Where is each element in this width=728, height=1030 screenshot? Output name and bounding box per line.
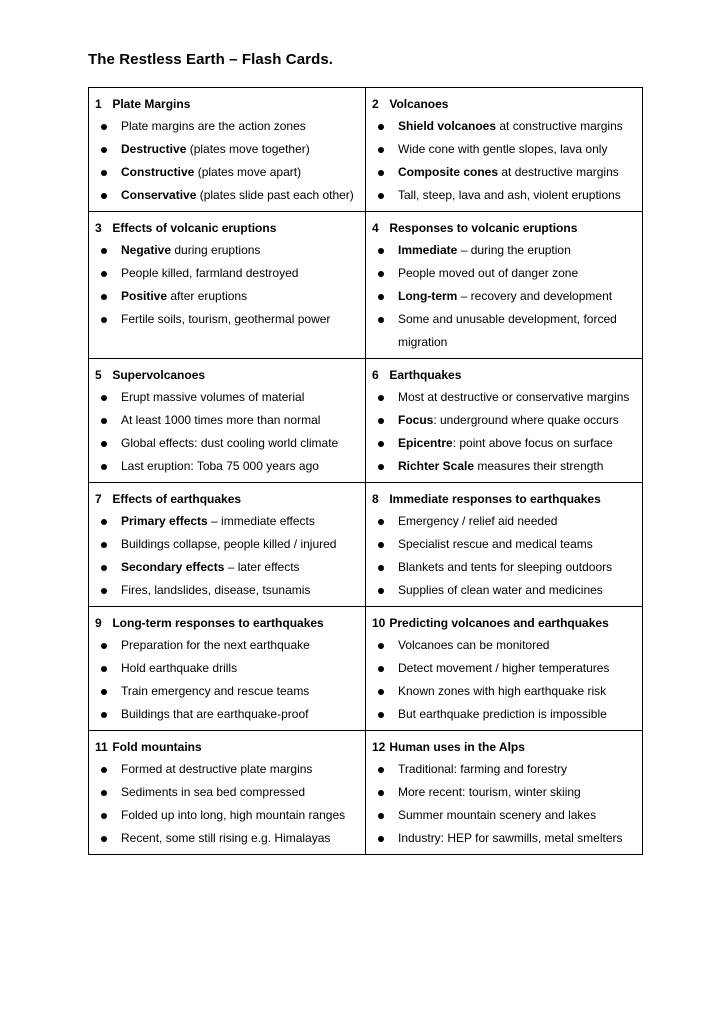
bullet-icon (378, 170, 384, 176)
card-heading (95, 366, 359, 384)
card-heading (372, 219, 636, 237)
bullet-icon (378, 689, 384, 695)
bullet-icon (378, 790, 384, 796)
card-row (89, 731, 643, 855)
card-bullet-item (95, 657, 359, 680)
bullet-keyword: Constructive (121, 165, 195, 179)
card-heading (372, 738, 636, 756)
bullet-text: Traditional: farming and forestry (398, 762, 567, 776)
card-bullet-list (372, 758, 636, 850)
flash-card (366, 88, 643, 212)
bullet-keyword: Composite cones (398, 165, 499, 179)
bullet-icon (378, 294, 384, 300)
card-bullet-item (372, 115, 636, 138)
flash-card (89, 212, 366, 359)
card-heading-text: Effects of earthquakes (112, 492, 242, 506)
bullet-icon (101, 248, 107, 254)
card-bullet-item (372, 804, 636, 827)
bullet-text: Recent, some still rising e.g. Himalayas (121, 831, 331, 845)
bullet-icon (101, 271, 107, 277)
bullet-keyword: Destructive (121, 142, 187, 156)
card-bullet-item (95, 161, 359, 184)
bullet-text: Folded up into long, high mountain ranges (121, 808, 346, 822)
card-bullet-item (372, 556, 636, 579)
bullet-icon (101, 395, 107, 401)
bullet-text: Preparation for the next earthquake (121, 638, 310, 652)
card-number: 9 (95, 616, 102, 630)
bullet-icon (101, 712, 107, 718)
card-bullet-item (95, 239, 359, 262)
bullet-text: Tall, steep, lava and ash, violent eruptions (398, 188, 621, 202)
card-heading-text: Earthquakes (389, 368, 462, 382)
card-bullet-item (372, 184, 636, 207)
card-bullet-list (95, 758, 359, 850)
card-bullet-list (372, 634, 636, 726)
bullet-text: Global effects: dust cooling world climate (121, 436, 339, 450)
card-number: 5 (95, 368, 102, 382)
card-bullet-item (95, 781, 359, 804)
card-bullet-item (372, 409, 636, 432)
bullet-text: during eruptions (171, 243, 261, 257)
card-bullet-item (372, 262, 636, 285)
card-bullet-item (95, 556, 359, 579)
card-heading (95, 490, 359, 508)
card-heading (372, 490, 636, 508)
card-heading-text: Fold mountains (112, 740, 202, 754)
bullet-text: Plate margins are the action zones (121, 119, 306, 133)
bullet-text: Specialist rescue and medical teams (398, 537, 593, 551)
card-heading (372, 614, 636, 632)
flash-card (89, 88, 366, 212)
bullet-text: (plates move apart) (194, 165, 302, 179)
bullet-icon (378, 418, 384, 424)
card-heading-text: Effects of volcanic eruptions (112, 221, 277, 235)
card-row (89, 607, 643, 731)
bullet-icon (101, 666, 107, 672)
bullet-icon (378, 565, 384, 571)
card-bullet-item (372, 239, 636, 262)
card-bullet-item (372, 579, 636, 602)
card-bullet-item (372, 285, 636, 308)
bullet-text: Fertile soils, tourism, geothermal power (121, 312, 331, 326)
card-bullet-item (95, 579, 359, 602)
bullet-text: Sediments in sea bed compressed (121, 785, 306, 799)
bullet-text: Erupt massive volumes of material (121, 390, 305, 404)
bullet-icon (378, 271, 384, 277)
card-bullet-item (95, 262, 359, 285)
flash-card (366, 359, 643, 483)
bullet-icon (378, 666, 384, 672)
bullet-text: Detect movement / higher temperatures (398, 661, 610, 675)
card-bullet-list (95, 386, 359, 478)
card-number: 3 (95, 221, 102, 235)
bullet-icon (378, 395, 384, 401)
card-number: 2 (372, 97, 379, 111)
card-heading-text: Long-term responses to earthquakes (112, 616, 324, 630)
bullet-icon (378, 147, 384, 153)
bullet-icon (101, 441, 107, 447)
bullet-icon (378, 317, 384, 323)
bullet-keyword: Negative (121, 243, 172, 257)
bullet-icon (101, 147, 107, 153)
bullet-text: : point above focus on surface (452, 436, 613, 450)
bullet-icon (101, 464, 107, 470)
bullet-icon (378, 193, 384, 199)
card-heading-text: Predicting volcanoes and earthquakes (389, 616, 609, 630)
bullet-icon (101, 813, 107, 819)
bullet-icon (378, 813, 384, 819)
card-bullet-item (95, 455, 359, 478)
bullet-icon (378, 767, 384, 773)
bullet-text: (plates move together) (186, 142, 310, 156)
card-bullet-list (95, 115, 359, 207)
card-number: 10 (372, 616, 386, 630)
flash-card (89, 731, 366, 855)
card-bullet-item (95, 409, 359, 432)
flash-card (366, 212, 643, 359)
card-bullet-item (372, 308, 636, 354)
bullet-text: after eruptions (167, 289, 248, 303)
flash-card (89, 483, 366, 607)
card-bullet-item (95, 510, 359, 533)
card-number: 6 (372, 368, 379, 382)
bullet-icon (378, 643, 384, 649)
bullet-icon (101, 565, 107, 571)
card-bullet-list (95, 634, 359, 726)
bullet-text: At least 1000 times more than normal (121, 413, 321, 427)
card-heading (95, 219, 359, 237)
card-heading (95, 614, 359, 632)
card-number: 7 (95, 492, 102, 506)
card-bullet-item (372, 680, 636, 703)
card-row (89, 212, 643, 359)
card-bullet-list (95, 510, 359, 602)
card-heading-text: Volcanoes (389, 97, 449, 111)
card-bullet-item (372, 386, 636, 409)
bullet-text: Blankets and tents for sleeping outdoors (398, 560, 613, 574)
bullet-keyword: Epicentre (398, 436, 453, 450)
bullet-text: People moved out of danger zone (398, 266, 579, 280)
card-bullet-item (372, 634, 636, 657)
bullet-keyword: Positive (121, 289, 168, 303)
bullet-text: : underground where quake occurs (433, 413, 619, 427)
card-heading-text: Supervolcanoes (112, 368, 206, 382)
bullet-icon (378, 519, 384, 525)
flash-card (366, 483, 643, 607)
bullet-icon (378, 464, 384, 470)
card-bullet-item (95, 634, 359, 657)
bullet-text: at constructive margins (496, 119, 623, 133)
card-number: 11 (95, 740, 108, 754)
bullet-text: But earthquake prediction is impossible (398, 707, 607, 721)
bullet-icon (101, 836, 107, 842)
bullet-icon (378, 588, 384, 594)
bullet-icon (101, 170, 107, 176)
card-bullet-item (372, 533, 636, 556)
card-bullet-item (95, 703, 359, 726)
bullet-text: Wide cone with gentle slopes, lava only (398, 142, 608, 156)
bullet-icon (101, 124, 107, 130)
bullet-keyword: Primary effects (121, 514, 208, 528)
card-bullet-item (95, 827, 359, 850)
bullet-text: (plates slide past each other) (196, 188, 354, 202)
card-number: 4 (372, 221, 379, 235)
bullet-text: People killed, farmland destroyed (121, 266, 299, 280)
flash-card (89, 359, 366, 483)
card-bullet-item (95, 432, 359, 455)
bullet-icon (101, 767, 107, 773)
bullet-text: More recent: tourism, winter skiing (398, 785, 581, 799)
bullet-icon (378, 248, 384, 254)
bullet-keyword: Conservative (121, 188, 197, 202)
bullet-text: Fires, landslides, disease, tsunamis (121, 583, 311, 597)
card-bullet-item (95, 758, 359, 781)
card-bullet-item (372, 455, 636, 478)
bullet-text: Train emergency and rescue teams (121, 684, 310, 698)
bullet-keyword: Secondary effects (121, 560, 225, 574)
card-bullet-list (372, 386, 636, 478)
card-number: 12 (372, 740, 386, 754)
flash-card (366, 731, 643, 855)
card-heading-text: Responses to volcanic eruptions (389, 221, 578, 235)
card-bullet-item (95, 386, 359, 409)
page-title: The Restless Earth – Flash Cards. (88, 51, 334, 68)
card-bullet-list (372, 115, 636, 207)
bullet-text: Volcanoes can be monitored (398, 638, 550, 652)
flash-card-grid (88, 87, 643, 855)
card-bullet-item (372, 432, 636, 455)
bullet-text: Last eruption: Toba 75 000 years ago (121, 459, 319, 473)
bullet-keyword: Focus (398, 413, 434, 427)
card-bullet-list (372, 239, 636, 354)
bullet-keyword: Richter Scale (398, 459, 475, 473)
card-bullet-item (372, 161, 636, 184)
card-heading-text: Plate Margins (112, 97, 191, 111)
bullet-keyword: Long-term (398, 289, 458, 303)
card-bullet-item (95, 184, 359, 207)
card-number: 1 (95, 97, 102, 111)
card-bullet-item (95, 115, 359, 138)
card-row (89, 359, 643, 483)
bullet-text: measures their strength (474, 459, 604, 473)
bullet-text: – later effects (224, 560, 300, 574)
card-bullet-list (95, 239, 359, 331)
bullet-text: Industry: HEP for sawmills, metal smelters (398, 831, 623, 845)
bullet-icon (101, 294, 107, 300)
bullet-icon (101, 790, 107, 796)
bullet-text: Formed at destructive plate margins (121, 762, 313, 776)
bullet-text: – immediate effects (207, 514, 315, 528)
card-bullet-item (372, 781, 636, 804)
card-heading (95, 738, 359, 756)
flash-card (366, 607, 643, 731)
bullet-text: Hold earthquake drills (121, 661, 238, 675)
card-bullet-item (372, 827, 636, 850)
bullet-text: – during the eruption (457, 243, 571, 257)
card-number: 8 (372, 492, 379, 506)
bullet-text: Most at destructive or conservative margins (398, 390, 630, 404)
card-bullet-item (95, 680, 359, 703)
bullet-text: Some and unusable development, forced migration (398, 312, 617, 349)
bullet-text: Buildings that are earthquake-proof (121, 707, 309, 721)
bullet-icon (378, 542, 384, 548)
bullet-keyword: Immediate (398, 243, 458, 257)
card-bullet-item (95, 285, 359, 308)
bullet-text: Known zones with high earthquake risk (398, 684, 607, 698)
bullet-text: – recovery and development (457, 289, 613, 303)
bullet-icon (378, 836, 384, 842)
card-heading-text: Immediate responses to earthquakes (389, 492, 601, 506)
bullet-icon (378, 124, 384, 130)
bullet-keyword: Shield volcanoes (398, 119, 497, 133)
card-heading (372, 95, 636, 113)
bullet-icon (101, 193, 107, 199)
card-row (89, 483, 643, 607)
bullet-text: Emergency / relief aid needed (398, 514, 558, 528)
bullet-icon (378, 712, 384, 718)
card-bullet-item (372, 758, 636, 781)
card-bullet-item (372, 510, 636, 533)
card-bullet-item (95, 138, 359, 161)
card-bullet-item (372, 703, 636, 726)
bullet-text: Summer mountain scenery and lakes (398, 808, 597, 822)
bullet-icon (101, 519, 107, 525)
bullet-icon (378, 441, 384, 447)
card-row (89, 88, 643, 212)
card-bullet-item (372, 657, 636, 680)
bullet-icon (101, 689, 107, 695)
card-bullet-item (95, 533, 359, 556)
card-bullet-list (372, 510, 636, 602)
card-bullet-item (95, 804, 359, 827)
card-bullet-item (372, 138, 636, 161)
bullet-icon (101, 588, 107, 594)
card-bullet-item (95, 308, 359, 331)
flash-card (89, 607, 366, 731)
card-heading-text: Human uses in the Alps (389, 740, 525, 754)
bullet-text: at destructive margins (498, 165, 619, 179)
bullet-icon (101, 418, 107, 424)
bullet-icon (101, 643, 107, 649)
bullet-text: Buildings collapse, people killed / injured (121, 537, 337, 551)
card-heading (372, 366, 636, 384)
card-heading (95, 95, 359, 113)
bullet-text: Supplies of clean water and medicines (398, 583, 603, 597)
bullet-icon (101, 542, 107, 548)
bullet-icon (101, 317, 107, 323)
